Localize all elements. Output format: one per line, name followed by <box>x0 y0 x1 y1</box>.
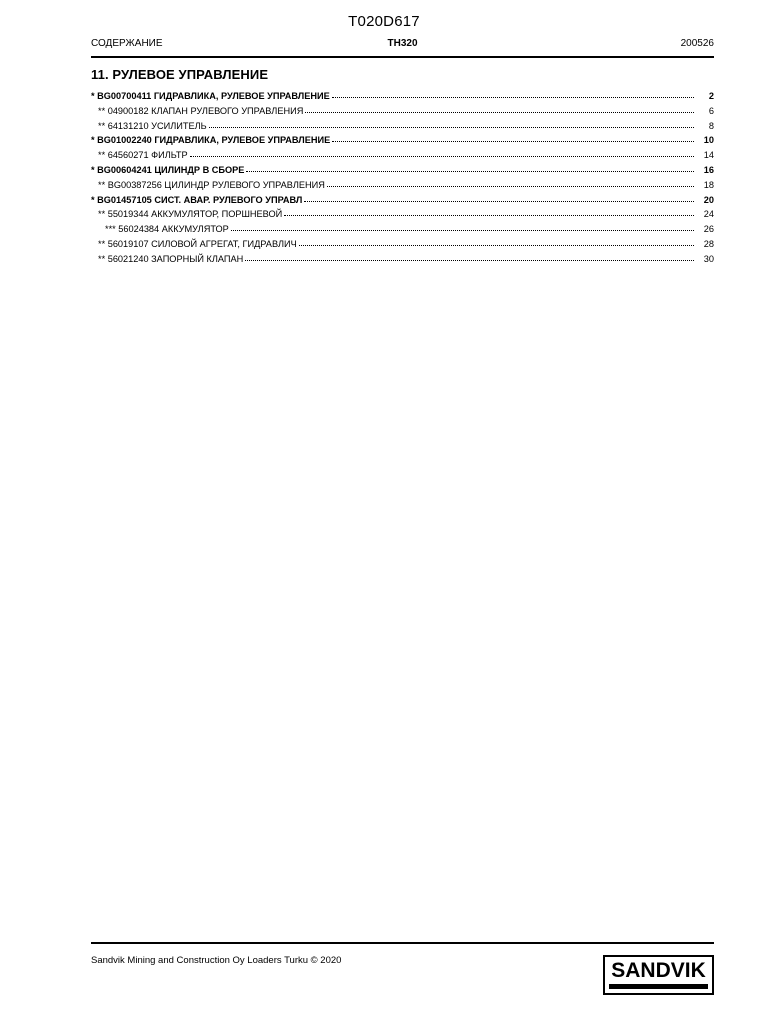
toc-entry-label: ** 56021240 ЗАПОРНЫЙ КЛАПАН <box>98 253 244 264</box>
toc-page-number: 30 <box>703 253 714 264</box>
toc-dot-leader <box>332 133 694 142</box>
toc-entry[interactable] <box>91 207 714 222</box>
toc-page-number: 8 <box>708 120 714 131</box>
header-divider <box>91 56 714 58</box>
header-section-label: СОДЕРЖАНИЕ <box>91 38 163 49</box>
toc-entry[interactable] <box>91 104 714 119</box>
toc-page-number: 16 <box>703 164 714 175</box>
toc-entry-label: ** 55019344 АККУМУЛЯТОР, ПОРШНЕВОЙ <box>98 209 283 220</box>
footer-divider <box>91 942 714 944</box>
toc-page-number: 24 <box>703 209 714 220</box>
sandvik-logo <box>603 955 714 995</box>
toc-dot-leader <box>327 178 694 187</box>
toc-dot-leader <box>299 237 694 246</box>
toc-entry-label: *** 56024384 АККУМУЛЯТОР <box>105 224 229 235</box>
toc-entry[interactable] <box>91 119 714 134</box>
toc-dot-leader <box>231 222 694 231</box>
toc-page-number: 26 <box>703 224 714 235</box>
toc-entry[interactable] <box>91 252 714 267</box>
toc-entry[interactable] <box>91 89 714 104</box>
toc-page-number: 14 <box>703 150 714 161</box>
page-header <box>91 38 714 52</box>
toc-dot-leader <box>305 104 694 113</box>
toc-entry-label: * BG00700411 ГИДРАВЛИКА, РУЛЕВОЕ УПРАВЛЕНИЕ <box>91 91 330 101</box>
toc-entry-label: ** 64560271 ФИЛЬТР <box>98 150 188 161</box>
toc-entry-label: * BG01457105 СИСТ. АВАР. РУЛЕВОГО УПРАВЛ <box>91 194 303 205</box>
toc-entry-label: * BG00604241 ЦИЛИНДР В СБОРЕ <box>91 164 245 175</box>
toc-entry[interactable] <box>91 237 714 252</box>
toc-dot-leader <box>246 163 694 172</box>
toc-entry-label: ** 04900182 КЛАПАН РУЛЕВОГО УПРАВЛЕНИЯ <box>98 105 304 116</box>
toc-entry[interactable] <box>91 193 714 208</box>
header-date-code: 200526 <box>680 38 714 49</box>
toc-dot-leader <box>304 193 694 202</box>
header-model: TH320 <box>387 38 418 49</box>
toc-entry[interactable] <box>91 178 714 193</box>
logo-text: SANDVIK <box>611 959 706 982</box>
section-title: 11. РУЛЕВОЕ УПРАВЛЕНИЕ <box>91 67 269 82</box>
toc-entry-label: ** BG00387256 ЦИЛИНДР РУЛЕВОГО УПРАВЛЕНИЯ <box>98 179 325 190</box>
toc-entry[interactable] <box>91 163 714 178</box>
toc-page-number: 20 <box>703 194 714 205</box>
toc-dot-leader <box>190 148 694 157</box>
toc-page-number: 28 <box>703 238 714 249</box>
footer-copyright: Sandvik Mining and Construction Oy Loaders Turku © 2020 <box>91 955 342 966</box>
toc-dot-leader <box>209 119 694 128</box>
toc-entry[interactable] <box>91 133 714 148</box>
table-of-contents <box>91 89 714 267</box>
toc-page-number: 2 <box>708 91 714 101</box>
toc-entry[interactable] <box>91 222 714 237</box>
toc-page-number: 18 <box>703 179 714 190</box>
toc-page-number: 10 <box>703 135 714 146</box>
toc-entry-label: * BG01002240 ГИДРАВЛИКА, РУЛЕВОЕ УПРАВЛЕНИЕ <box>91 135 331 146</box>
document-code: T020D617 <box>348 13 420 30</box>
toc-page-number: 6 <box>708 105 714 116</box>
toc-entry-label: ** 64131210 УСИЛИТЕЛЬ <box>98 120 207 131</box>
toc-entry-label: ** 56019107 СИЛОВОЙ АГРЕГАТ, ГИДРАВЛИЧ <box>98 238 297 249</box>
toc-dot-leader <box>332 89 694 98</box>
toc-dot-leader <box>284 207 694 216</box>
toc-dot-leader <box>245 252 694 261</box>
toc-entry[interactable] <box>91 148 714 163</box>
